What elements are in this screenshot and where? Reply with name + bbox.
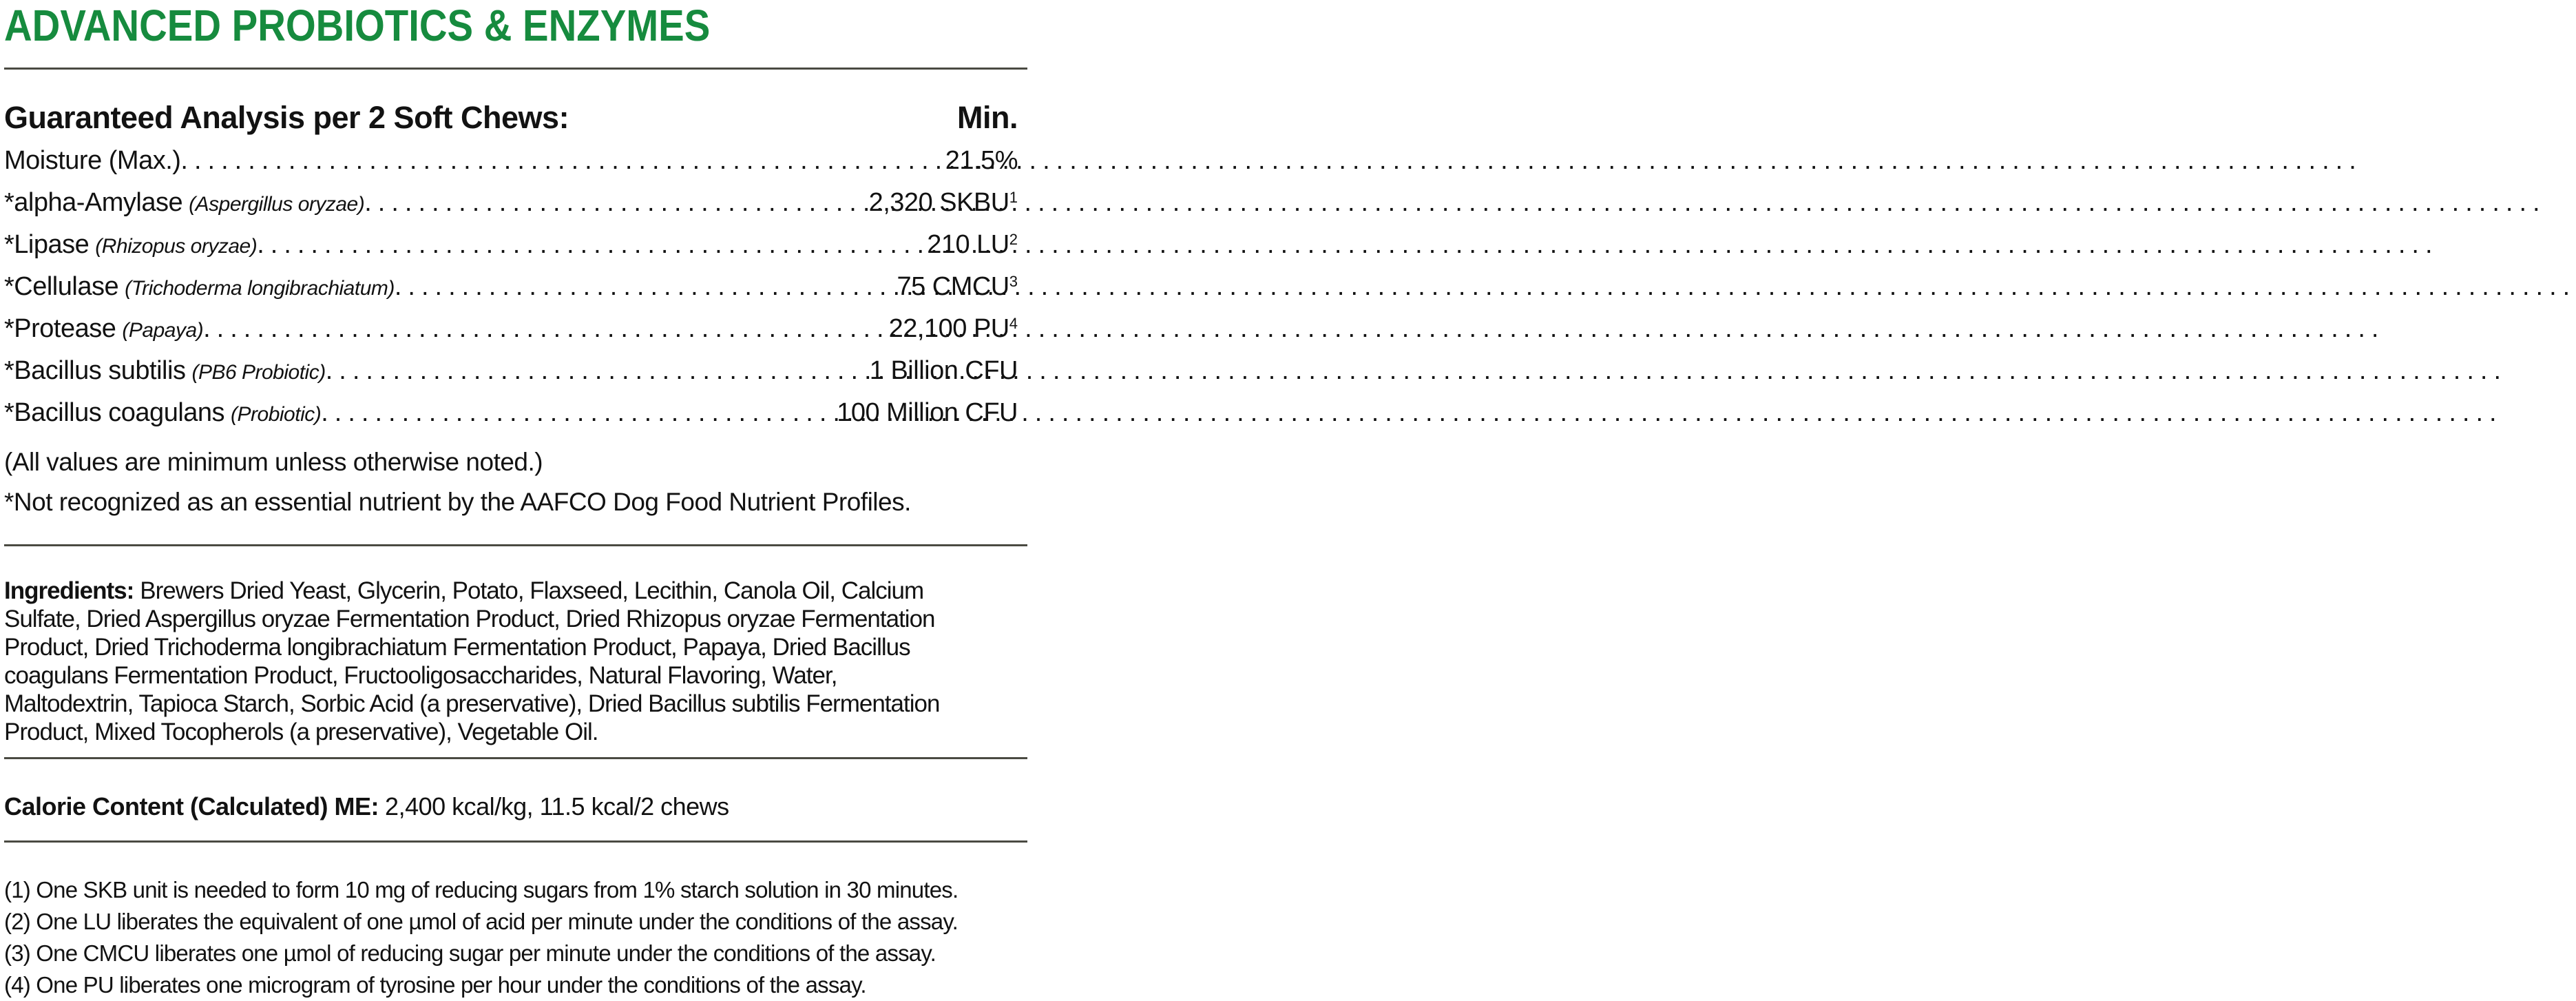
calorie-content-line bbox=[4, 791, 1018, 823]
table-row bbox=[4, 309, 1018, 351]
calorie-content-label: Calorie Content (Calculated) ME: bbox=[4, 792, 379, 821]
row-species: (Trichoderma longibrachiatum) bbox=[125, 277, 395, 300]
row-species: (Probiotic) bbox=[231, 403, 322, 426]
table-row bbox=[4, 141, 1018, 183]
label-page bbox=[0, 0, 1033, 998]
table-row bbox=[4, 183, 1018, 225]
ingredients-paragraph bbox=[4, 577, 1018, 746]
row-name: *Lipase bbox=[4, 230, 90, 259]
row-superscript: 1 bbox=[1009, 188, 1018, 206]
divider-rule bbox=[4, 68, 1027, 70]
min-column-label: Min. bbox=[957, 100, 1018, 135]
dot-leader bbox=[326, 351, 863, 391]
guaranteed-analysis-table bbox=[4, 141, 1018, 435]
footnotes-section bbox=[4, 874, 1018, 1001]
row-species: (Rhizopus oryzae) bbox=[95, 235, 258, 258]
table-row bbox=[4, 267, 1018, 309]
dot-leader bbox=[395, 267, 890, 307]
dot-leader bbox=[364, 183, 861, 223]
ingredients-label: Ingredients: bbox=[4, 577, 134, 604]
divider-rule bbox=[4, 840, 1027, 843]
row-species: (PB6 Probiotic) bbox=[191, 361, 326, 384]
aafco-note: *Not recognized as an essential nutrient by the AAFCO Dog Food Nutrient Profiles. bbox=[4, 488, 911, 516]
row-name: *Cellulase bbox=[4, 272, 119, 301]
guaranteed-analysis-heading bbox=[4, 101, 1018, 134]
footnote-cmcu: (3) One CMCU liberates one µmol of reducing sugar per minute under the conditions of the assay. bbox=[4, 940, 936, 966]
ingredients-line: Ingredients: Brewers Dried Yeast, Glycerin, Potato, Flaxseed, Lecithin, Canola Oil, Calcium bbox=[4, 577, 924, 604]
row-species: (Aspergillus oryzae) bbox=[189, 193, 365, 216]
row-value: 100 Million CFU bbox=[837, 398, 1018, 427]
row-value: 22,100 $PU^4$ bbox=[888, 314, 1018, 343]
divider-rule bbox=[4, 544, 1027, 546]
row-name: Moisture (Max.) bbox=[4, 146, 181, 175]
dot-leader bbox=[257, 225, 920, 265]
ingredients-line: Product, Dried Trichoderma longibrachiatum Fermentation Product, Papaya, Dried Bacillus bbox=[4, 634, 910, 661]
row-value: 210 $LU^2$ bbox=[927, 230, 1018, 259]
dot-leader bbox=[203, 309, 882, 349]
row-value: 21.5% bbox=[945, 146, 1018, 175]
page-title: ADVANCED PROBIOTICS & ENZYMES bbox=[4, 1, 711, 50]
table-row bbox=[4, 225, 1018, 267]
dot-leader bbox=[180, 141, 938, 180]
footnote-pu: (4) One PU liberates one microgram of tyrosine per hour under the conditions of the assay. bbox=[4, 972, 866, 998]
ingredients-line: Maltodextrin, Tapioca Starch, Sorbic Acid (a preservative), Dried Bacillus subtilis Fermentation bbox=[4, 690, 940, 717]
guaranteed-analysis-title: Guaranteed Analysis per 2 Soft Chews: bbox=[4, 100, 569, 135]
row-name: *alpha-Amylase bbox=[4, 188, 183, 217]
row-superscript: 4 bbox=[1009, 314, 1018, 332]
row-value: 75 CMCU$^3$ bbox=[897, 272, 1018, 301]
ingredients-line: Product, Mixed Tocopherols (a preservative), Vegetable Oil. bbox=[4, 719, 598, 745]
ingredients-line: Sulfate, Dried Aspergillus oryzae Fermentation Product, Dried Rhizopus oryzae Fermentation bbox=[4, 606, 935, 632]
row-name: *Bacillus coagulans bbox=[4, 398, 225, 427]
ingredients-line: coagulans Fermentation Product, Fructooligosaccharides, Natural Flavoring, Water, bbox=[4, 662, 837, 689]
row-superscript: 3 bbox=[1009, 272, 1018, 290]
calorie-content-value: 2,400 kcal/kg, 11.5 kcal/2 chews bbox=[385, 792, 729, 821]
table-row bbox=[4, 393, 1018, 435]
divider-rule bbox=[4, 757, 1027, 759]
row-superscript: 2 bbox=[1009, 230, 1018, 248]
row-species: (Papaya) bbox=[122, 319, 204, 342]
footnote-skb: (1) One SKB unit is needed to form 10 mg of reducing sugars from 1% starch solution in 30 minutes. bbox=[4, 877, 959, 902]
row-value: 1 Billion CFU bbox=[869, 356, 1018, 385]
footnote-lu: (2) One LU liberates the equivalent of one µmol of acid per minute under the conditions of the assay. bbox=[4, 909, 958, 934]
table-row bbox=[4, 351, 1018, 393]
minimum-values-note: (All values are minimum unless otherwise noted.) bbox=[4, 448, 543, 476]
row-name: *Protease bbox=[4, 314, 116, 343]
row-value: 2,320 SKBU$^1$ bbox=[868, 188, 1018, 217]
dot-leader bbox=[321, 393, 830, 433]
row-name: *Bacillus subtilis bbox=[4, 356, 186, 385]
